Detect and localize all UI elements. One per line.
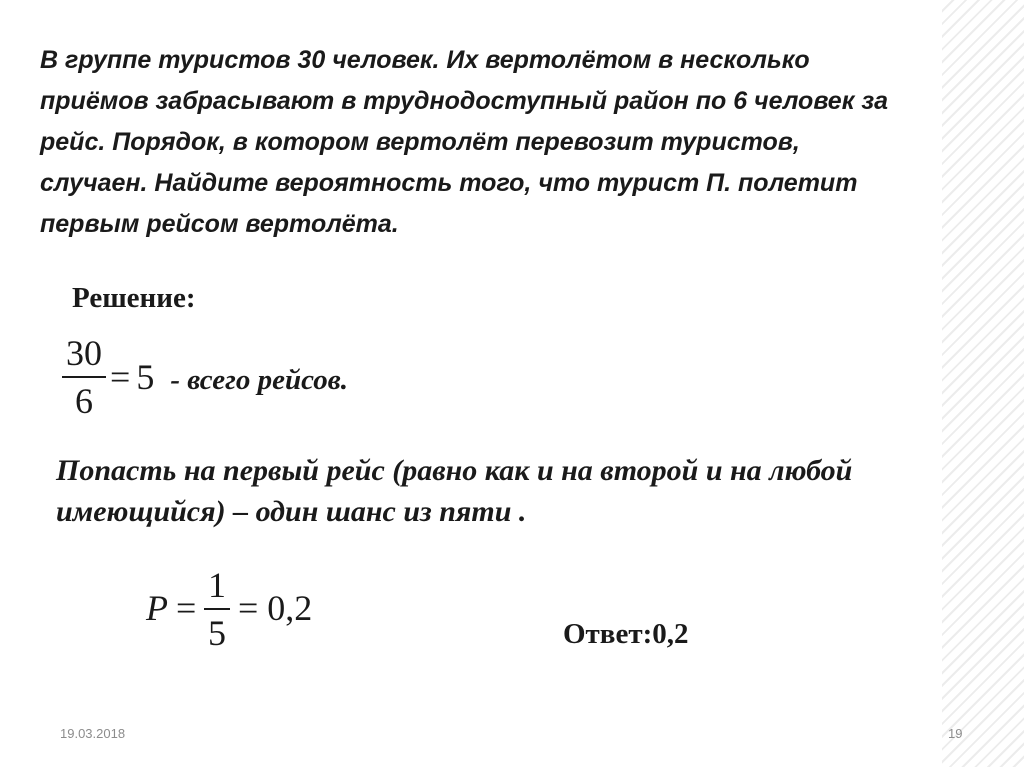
problem-line: В группе туристов 30 человек. Их вертолётом в несколько <box>40 46 810 74</box>
trips-denominator: 6 <box>75 381 93 421</box>
probability-fraction <box>204 565 230 653</box>
footer-date: 19.03.2018 <box>60 726 126 741</box>
answer: Ответ:0,2 <box>563 618 689 650</box>
problem-line: первым рейсом вертолёта. <box>40 210 399 238</box>
problem-statement <box>40 40 940 245</box>
probability-equals: = <box>176 588 197 628</box>
fraction-bar <box>62 376 106 378</box>
trips-equation <box>110 356 348 398</box>
page-number: 19 <box>948 726 963 741</box>
fraction-bar <box>204 608 230 610</box>
probability-denominator: 5 <box>208 613 226 653</box>
chance-line: Попасть на первый рейс (равно как и на второй и на любой <box>56 454 853 487</box>
chance-line: имеющийся) – один шанс из пяти . <box>56 495 527 528</box>
trips-numerator: 30 <box>66 333 102 373</box>
probability-numerator: 1 <box>208 565 226 605</box>
problem-line: случаен. Найдите вероятность того, что турист П. полетит <box>40 169 858 197</box>
trips-result: 5 <box>136 357 155 397</box>
trips-fraction <box>62 333 106 421</box>
trips-caption: - всего рейсов. <box>170 364 348 396</box>
probability-variable: P <box>146 588 168 628</box>
chance-explanation <box>56 450 986 532</box>
solution-heading: Решение: <box>72 282 196 314</box>
trips-equals: = <box>110 357 131 397</box>
problem-line: рейс. Порядок, в котором вертолёт перевозит туристов, <box>40 128 800 156</box>
probability-result: = 0,2 <box>238 588 313 628</box>
problem-line: приёмов забрасывают в труднодоступный район по 6 человек за <box>40 87 888 115</box>
decorative-stripes <box>942 0 1024 767</box>
